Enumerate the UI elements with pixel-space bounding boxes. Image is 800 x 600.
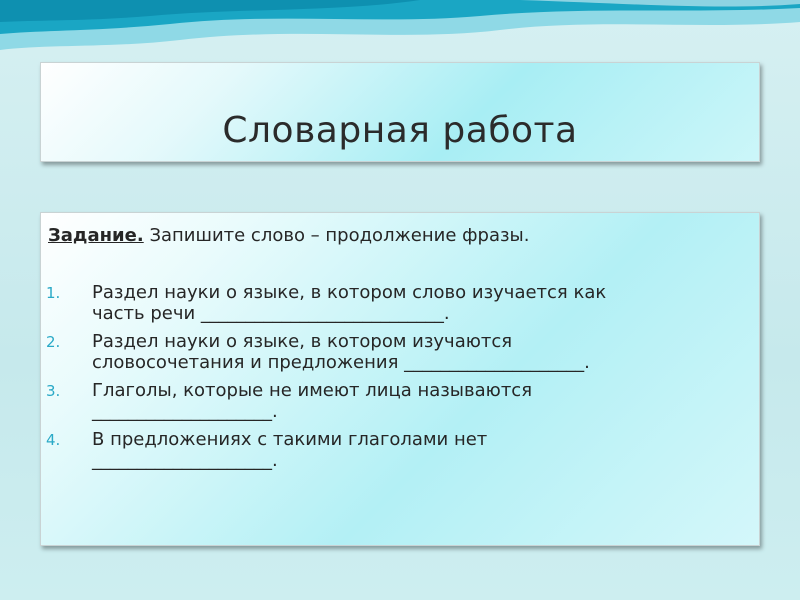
list-number: 2. xyxy=(46,333,61,351)
list-number: 4. xyxy=(46,431,61,449)
item-line-1: В предложениях с такими глаголами нет xyxy=(92,429,488,450)
list-number: 1. xyxy=(46,284,61,302)
task-text: Запишите слово – продолжение фразы. xyxy=(143,225,530,246)
item-line-1: Раздел науки о языке, в котором изучаются xyxy=(92,331,513,352)
task-label: Задание. xyxy=(48,225,144,246)
item-line-2: ____________________. xyxy=(92,401,278,422)
list-item xyxy=(46,429,686,471)
list-item xyxy=(46,331,686,373)
item-line-2: часть речи ___________________________. xyxy=(92,303,450,324)
slide-title: Словарная работа xyxy=(222,110,578,151)
task-list xyxy=(46,282,686,478)
item-line-1: Глаголы, которые не имеют лица называются xyxy=(92,380,533,401)
top-wave-decoration xyxy=(0,0,800,70)
item-line-2: ____________________. xyxy=(92,450,278,471)
list-number: 3. xyxy=(46,382,61,400)
item-line-1: Раздел науки о языке, в котором слово изучается как xyxy=(92,282,607,303)
list-item xyxy=(46,380,686,422)
item-line-2: словосочетания и предложения ____________________. xyxy=(92,352,590,373)
task-line xyxy=(48,225,748,246)
list-item xyxy=(46,282,686,324)
